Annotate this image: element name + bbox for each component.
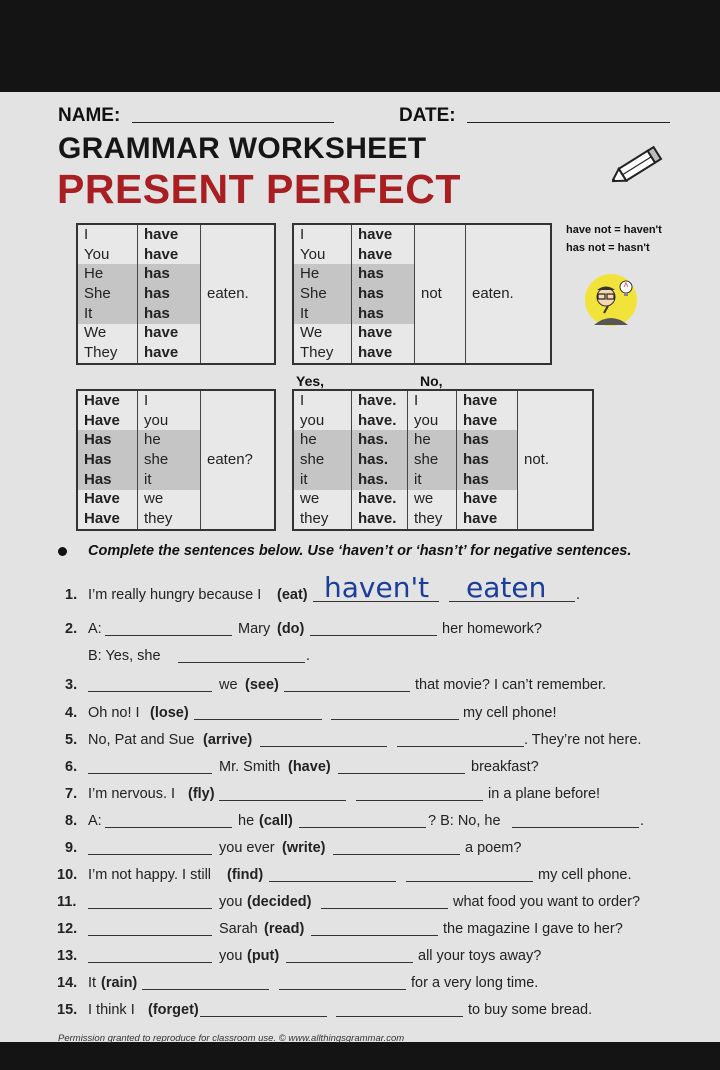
pronoun-cell: she <box>138 450 201 470</box>
aux-cell: Has <box>77 450 138 470</box>
pronoun-cell: They <box>293 343 352 364</box>
sentence-text: you <box>219 894 243 910</box>
answer-blank[interactable] <box>338 759 465 774</box>
verb-cell: have <box>352 343 415 364</box>
verb-cell: has <box>457 430 518 450</box>
sentence-number: 12. <box>57 921 78 937</box>
sentence-number: 3. <box>65 677 78 693</box>
sentence-number: 1. <box>65 587 78 603</box>
pronoun-cell: she <box>293 450 352 470</box>
aux-cell: Have <box>77 490 138 510</box>
no-heading: No, <box>420 373 443 389</box>
sentence-text: No, Pat and Sue <box>88 732 195 748</box>
pronoun-cell: we <box>293 490 352 510</box>
verb-cue: (rain) <box>101 975 138 991</box>
sentence-4 <box>0 705 720 727</box>
sentence-number: 5. <box>65 732 78 748</box>
verb-cue: (arrive) <box>203 732 253 748</box>
verb-cue: (write) <box>282 840 326 856</box>
sentence-text: in a plane before! <box>488 786 601 802</box>
pronoun-cell: She <box>77 284 138 304</box>
footer-permission: Permission granted to reproduce for classroom use. © www.allthingsgrammar.com <box>58 1033 405 1044</box>
pronoun-cell: I <box>293 390 352 411</box>
answer-blank[interactable] <box>88 840 212 855</box>
yes-heading: Yes, <box>296 373 325 389</box>
verb-cell: have <box>457 509 518 530</box>
verb-cell: have <box>457 490 518 510</box>
verb-cue: (find) <box>227 867 264 883</box>
sentence-10 <box>0 867 720 889</box>
aux-cell: Have <box>77 390 138 411</box>
sentence-8 <box>0 813 720 835</box>
pronoun-cell: she <box>408 450 457 470</box>
sentence-14 <box>0 975 720 997</box>
sentence-number: 2. <box>65 621 78 637</box>
verb-cue: (forget) <box>148 1002 199 1018</box>
aux-cell: Have <box>77 509 138 530</box>
verb-cue: (decided) <box>247 894 312 910</box>
pronoun-cell: You <box>77 245 138 265</box>
sentence-text: we <box>219 677 238 693</box>
aux-cell: Has <box>77 430 138 450</box>
main-verb-cell: eaten. <box>201 224 276 364</box>
sentence-number: 15. <box>57 1002 78 1018</box>
sentence-text: I’m nervous. I <box>88 786 176 802</box>
answer-blank[interactable] <box>88 759 212 774</box>
sentence-text: my cell phone! <box>463 705 557 721</box>
sentence-text: you <box>219 948 243 964</box>
answer-blank[interactable] <box>356 786 483 801</box>
sentence-2-reply <box>0 648 720 670</box>
answer-blank[interactable] <box>406 867 533 882</box>
pronoun-cell: you <box>138 411 201 431</box>
worksheet-page <box>0 92 720 1042</box>
pronoun-cell: We <box>77 324 138 344</box>
answer-blank[interactable] <box>269 867 396 882</box>
instruction: Complete the sentences below. Use ‘haven’t or ‘hasn’t’ for negative sentences. <box>88 543 632 559</box>
verb-cell: has <box>352 284 415 304</box>
verb-cue: (call) <box>259 813 293 829</box>
sentence-text: what food you want to order? <box>453 894 641 910</box>
verb-cue: (do) <box>277 621 305 637</box>
pronoun-cell: it <box>293 470 352 490</box>
verb-cell: has <box>138 264 201 284</box>
handwritten-answer: haven't <box>324 571 430 604</box>
pronoun-cell: they <box>293 509 352 530</box>
verb-cell: has <box>457 470 518 490</box>
verb-cue: (lose) <box>150 705 189 721</box>
not-cell: not <box>415 224 466 364</box>
sentence-text: A: <box>88 813 102 829</box>
answer-blank[interactable] <box>105 621 232 636</box>
contraction-note-2: has not = hasn't <box>566 242 650 254</box>
answer-blank[interactable] <box>279 975 406 990</box>
sentence-text: I think I <box>88 1002 135 1018</box>
punctuation: . <box>640 813 645 829</box>
answer-blank[interactable] <box>178 648 305 663</box>
sentence-13 <box>0 948 720 970</box>
verb-cue: (eat) <box>277 587 308 603</box>
sentence-text: he <box>238 813 255 829</box>
sentence-text: her homework? <box>442 621 542 637</box>
pronoun-cell: We <box>293 324 352 344</box>
sentence-number: 14. <box>57 975 78 991</box>
pencil-icon <box>612 142 668 188</box>
sentence-text: I’m not happy. I still <box>88 867 212 883</box>
sentence-text: I’m really hungry because I <box>88 587 262 603</box>
pronoun-cell: He <box>77 264 138 284</box>
verb-cell: have <box>457 411 518 431</box>
verb-cell: have. <box>352 411 408 431</box>
answer-blank[interactable] <box>331 705 459 720</box>
sentence-text: breakfast? <box>471 759 539 775</box>
sentence-number: 9. <box>65 840 78 856</box>
answer-blank[interactable] <box>200 1002 327 1017</box>
pronoun-cell: it <box>138 470 201 490</box>
main-verb-cell: eaten? <box>201 390 276 530</box>
verb-cell: have <box>138 343 201 364</box>
pronoun-cell: It <box>293 304 352 324</box>
pronoun-cell: he <box>408 430 457 450</box>
pronoun-cell: they <box>138 509 201 530</box>
sentence-text: ? B: No, he <box>428 813 501 829</box>
pronoun-cell: he <box>138 430 201 450</box>
pronoun-cell: I <box>138 390 201 411</box>
name-blank <box>132 122 334 123</box>
verb-cell: have. <box>352 509 408 530</box>
answer-blank[interactable] <box>286 948 413 963</box>
sentence-9 <box>0 840 720 862</box>
answer-blank[interactable] <box>333 840 460 855</box>
answer-blank[interactable] <box>88 921 212 936</box>
verb-cell: has <box>138 304 201 324</box>
verb-cell: have <box>352 324 415 344</box>
pronoun-cell: we <box>408 490 457 510</box>
pronoun-cell: we <box>138 490 201 510</box>
answer-blank[interactable] <box>142 975 269 990</box>
sentence-5 <box>0 732 720 754</box>
verb-cell: have <box>138 324 201 344</box>
sentence-text: Sarah <box>219 921 258 937</box>
pronoun-cell: It <box>77 304 138 324</box>
pronoun-cell: it <box>408 470 457 490</box>
sentence-12 <box>0 921 720 943</box>
handwritten-answer: eaten <box>466 571 547 604</box>
verb-cue: (fly) <box>188 786 215 802</box>
aux-cell: Have <box>77 411 138 431</box>
sentence-text: A: <box>88 621 102 637</box>
pronoun-cell: he <box>293 430 352 450</box>
main-verb-cell: eaten. <box>466 224 552 364</box>
sentence-number: 6. <box>65 759 78 775</box>
sentence-3 <box>0 677 720 699</box>
answer-blank[interactable] <box>260 732 387 747</box>
answer-blank[interactable] <box>397 732 524 747</box>
sentence-text: Mr. Smith <box>219 759 281 775</box>
bullet <box>58 547 67 556</box>
pronoun-cell: You <box>293 245 352 265</box>
answer-blank[interactable] <box>88 677 212 692</box>
punctuation: . <box>576 587 581 603</box>
answer-blank[interactable] <box>88 894 212 909</box>
sentence-number: 7. <box>65 786 78 802</box>
verb-cell: has <box>138 284 201 304</box>
sentence-text: Mary <box>238 621 271 637</box>
answer-blank[interactable] <box>105 813 232 828</box>
sentence-text: Oh no! I <box>88 705 140 721</box>
sentence-text: my cell phone. <box>538 867 632 883</box>
verb-cell: has. <box>352 470 408 490</box>
sentence-number: 4. <box>65 705 78 721</box>
contraction-note-1: have not = haven't <box>566 224 662 236</box>
answer-blank[interactable] <box>88 948 212 963</box>
sentence-text: you ever <box>219 840 275 856</box>
answer-blank[interactable] <box>512 813 639 828</box>
sentence-text: the magazine I gave to her? <box>443 921 623 937</box>
pronoun-cell: I <box>293 224 352 245</box>
verb-cell: have. <box>352 390 408 411</box>
thinking-student-icon <box>584 273 638 327</box>
sentence-text: B: Yes, she <box>88 648 161 664</box>
pronoun-cell: They <box>77 343 138 364</box>
answer-blank[interactable] <box>336 1002 463 1017</box>
sentence-text: that movie? I can’t remember. <box>415 677 606 693</box>
verb-cell: have <box>138 245 201 265</box>
affirmative-table <box>76 223 276 365</box>
verb-cell: has <box>352 264 415 284</box>
verb-cell: have <box>352 245 415 265</box>
answer-blank[interactable] <box>219 786 346 801</box>
verb-cue: (put) <box>247 948 280 964</box>
sentence-number: 10. <box>57 867 78 883</box>
verb-cell: have <box>138 224 201 245</box>
sentence-number: 13. <box>57 948 78 964</box>
sentence-text: to buy some bread. <box>468 1002 593 1018</box>
answer-blank[interactable] <box>284 677 410 692</box>
sentence-text: . They’re not here. <box>524 732 642 748</box>
verb-cell: has <box>457 450 518 470</box>
sentence-2 <box>0 621 720 643</box>
worksheet-title: GRAMMAR WORKSHEET <box>58 132 427 165</box>
sentence-number: 8. <box>65 813 78 829</box>
pronoun-cell: She <box>293 284 352 304</box>
pronoun-cell: you <box>293 411 352 431</box>
answer-blank[interactable] <box>310 621 437 636</box>
punctuation: . <box>306 648 311 664</box>
sentence-15 <box>0 1002 720 1024</box>
pronoun-cell: He <box>293 264 352 284</box>
date-label: DATE: <box>399 105 456 126</box>
verb-cell: has. <box>352 450 408 470</box>
sentence-11 <box>0 894 720 916</box>
sentence-7 <box>0 786 720 808</box>
short-answer-table <box>292 389 594 531</box>
sentence-text: all your toys away? <box>418 948 542 964</box>
date-blank <box>467 122 670 123</box>
verb-cue: (see) <box>245 677 279 693</box>
sentence-text: a poem? <box>465 840 522 856</box>
topic-title: PRESENT PERFECT <box>57 166 461 212</box>
sentence-6 <box>0 759 720 781</box>
question-table <box>76 389 276 531</box>
answer-blank[interactable] <box>194 705 322 720</box>
answer-blank[interactable] <box>311 921 438 936</box>
pronoun-cell: I <box>77 224 138 245</box>
answer-blank[interactable] <box>321 894 448 909</box>
verb-cue: (read) <box>264 921 305 937</box>
sentence-text: It <box>88 975 97 991</box>
verb-cell: has. <box>352 430 408 450</box>
name-label: NAME: <box>58 105 121 126</box>
verb-cell: have <box>457 390 518 411</box>
verb-cell: has <box>352 304 415 324</box>
sentence-text: for a very long time. <box>411 975 539 991</box>
sentence-number: 11. <box>57 894 77 910</box>
pronoun-cell: I <box>408 390 457 411</box>
aux-cell: Has <box>77 470 138 490</box>
pronoun-cell: you <box>408 411 457 431</box>
pronoun-cell: they <box>408 509 457 530</box>
verb-cue: (have) <box>288 759 331 775</box>
not-cell: not. <box>518 390 594 530</box>
negative-table <box>292 223 552 365</box>
verb-cell: have <box>352 224 415 245</box>
answer-blank[interactable] <box>299 813 426 828</box>
verb-cell: have. <box>352 490 408 510</box>
